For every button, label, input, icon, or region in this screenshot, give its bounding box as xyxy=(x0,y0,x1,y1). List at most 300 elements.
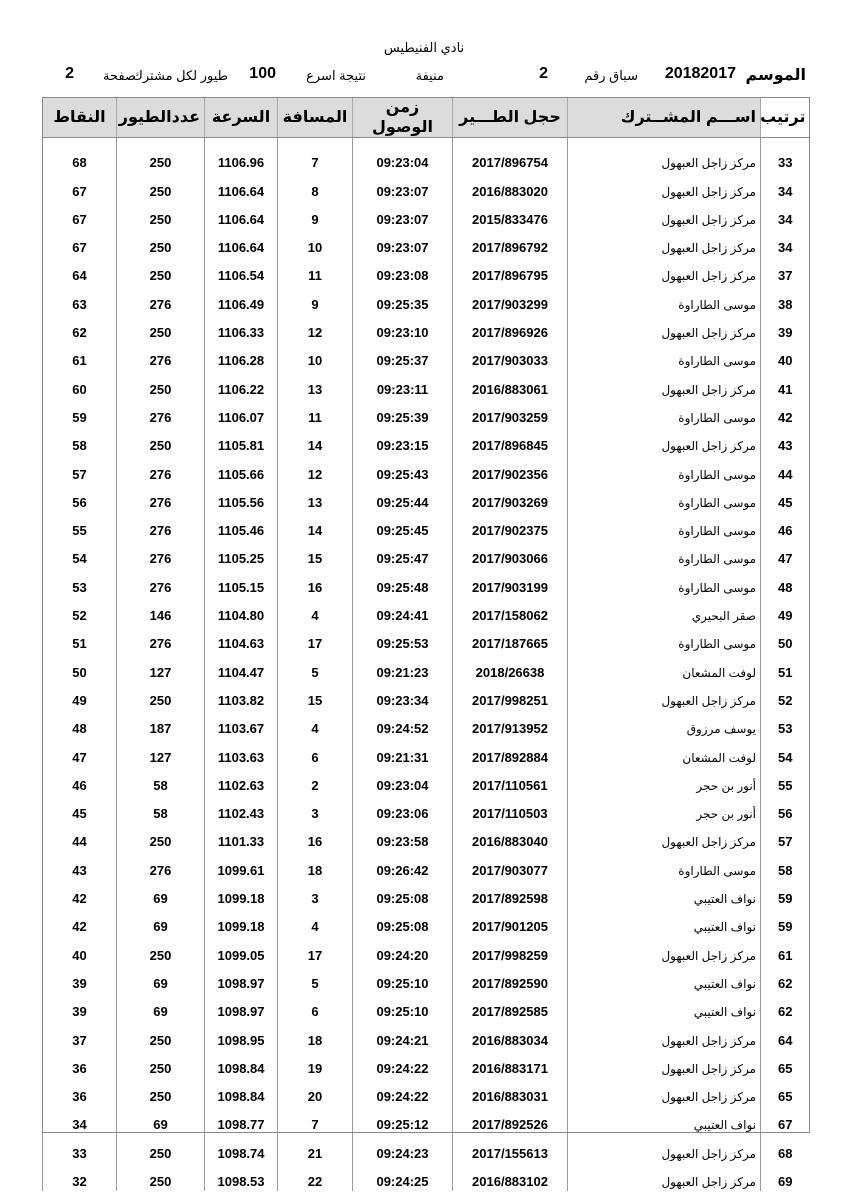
distance-cell: 6 xyxy=(278,993,353,1021)
points-cell: 48 xyxy=(43,710,117,738)
arrival-time-cell: 09:25:35 xyxy=(353,285,453,313)
speed-cell: 1106.22 xyxy=(205,370,278,398)
distance-cell: 17 xyxy=(278,936,353,964)
birds-cell: 276 xyxy=(117,455,205,483)
distance-cell: 3 xyxy=(278,880,353,908)
member-cell: مركز زاجل العبهول xyxy=(568,682,761,710)
ring-cell: 2017/892884 xyxy=(453,738,568,766)
points-cell: 51 xyxy=(43,625,117,653)
points-cell: 64 xyxy=(43,257,117,285)
rank-cell: 69 xyxy=(761,1163,810,1191)
col-header-speed: السرعة xyxy=(205,97,278,138)
table-row xyxy=(43,823,810,851)
rank-cell: 44 xyxy=(761,455,810,483)
rank-cell: 52 xyxy=(761,682,810,710)
member-cell: مركز زاجل العبهول xyxy=(568,201,761,229)
birds-cell: 250 xyxy=(117,1050,205,1078)
ring-cell: 2017/896926 xyxy=(453,314,568,342)
birds-cell: 250 xyxy=(117,1134,205,1162)
speed-cell: 1098.53 xyxy=(205,1163,278,1191)
table-row xyxy=(43,399,810,427)
arrival-time-cell: 09:24:22 xyxy=(353,1078,453,1106)
points-cell: 55 xyxy=(43,512,117,540)
distance-cell: 18 xyxy=(278,851,353,879)
arrival-time-cell: 09:25:10 xyxy=(353,965,453,993)
table-row xyxy=(43,229,810,257)
speed-cell: 1102.63 xyxy=(205,767,278,795)
points-cell: 36 xyxy=(43,1050,117,1078)
ring-cell: 2017/903066 xyxy=(453,540,568,568)
rank-cell: 34 xyxy=(761,172,810,200)
arrival-time-cell: 09:25:08 xyxy=(353,880,453,908)
col-header-member: اســـم المشــترك xyxy=(568,97,761,138)
distance-cell: 20 xyxy=(278,1078,353,1106)
ring-cell: 2017/913952 xyxy=(453,710,568,738)
arrival-time-cell: 09:23:08 xyxy=(353,257,453,285)
birds-cell: 69 xyxy=(117,908,205,936)
speed-cell: 1106.28 xyxy=(205,342,278,370)
distance-cell: 22 xyxy=(278,1163,353,1191)
ring-cell: 2017/155613 xyxy=(453,1134,568,1162)
page-value: 2 xyxy=(65,65,74,82)
member-cell: مركز زاجل العبهول xyxy=(568,1134,761,1162)
table-row xyxy=(43,370,810,398)
member-cell: موسى الطاراوة xyxy=(568,455,761,483)
birds-cell: 276 xyxy=(117,540,205,568)
speed-cell: 1098.84 xyxy=(205,1050,278,1078)
points-cell: 50 xyxy=(43,653,117,681)
points-cell: 67 xyxy=(43,229,117,257)
table-row xyxy=(43,653,810,681)
table-row xyxy=(43,1021,810,1049)
table-row xyxy=(43,257,810,285)
points-cell: 53 xyxy=(43,568,117,596)
rank-cell: 49 xyxy=(761,597,810,625)
speed-cell: 1102.43 xyxy=(205,795,278,823)
birds-cell: 250 xyxy=(117,144,205,172)
ring-cell: 2018/26638 xyxy=(453,653,568,681)
rank-cell: 48 xyxy=(761,568,810,596)
speed-cell: 1104.80 xyxy=(205,597,278,625)
rank-cell: 38 xyxy=(761,285,810,313)
col-header-birds: عددالطيور xyxy=(117,97,205,138)
speed-cell: 1106.96 xyxy=(205,144,278,172)
table-row xyxy=(43,795,810,823)
ring-cell: 2017/110561 xyxy=(453,767,568,795)
ring-cell: 2016/883031 xyxy=(453,1078,568,1106)
speed-cell: 1098.97 xyxy=(205,993,278,1021)
table-row xyxy=(43,540,810,568)
table-row xyxy=(43,427,810,455)
table-row xyxy=(43,285,810,313)
distance-cell: 4 xyxy=(278,710,353,738)
table-row xyxy=(43,1050,810,1078)
birds-cell: 250 xyxy=(117,257,205,285)
arrival-time-cell: 09:24:52 xyxy=(353,710,453,738)
ring-cell: 2017/892526 xyxy=(453,1106,568,1134)
ring-cell: 2017/903299 xyxy=(453,285,568,313)
birds-cell: 250 xyxy=(117,823,205,851)
distance-cell: 9 xyxy=(278,201,353,229)
table-row xyxy=(43,993,810,1021)
ring-cell: 2017/892585 xyxy=(453,993,568,1021)
rank-cell: 45 xyxy=(761,484,810,512)
rank-cell: 64 xyxy=(761,1021,810,1049)
col-header-rank: ترتيب xyxy=(761,97,810,138)
arrival-time-cell: 09:25:43 xyxy=(353,455,453,483)
distance-cell: 4 xyxy=(278,908,353,936)
member-cell: مركز زاجل العبهول xyxy=(568,1021,761,1049)
season-value: 20182017 xyxy=(664,65,736,82)
speed-cell: 1106.64 xyxy=(205,172,278,200)
distance-cell: 7 xyxy=(278,144,353,172)
points-cell: 58 xyxy=(43,427,117,455)
points-cell: 44 xyxy=(43,823,117,851)
arrival-time-cell: 09:25:47 xyxy=(353,540,453,568)
birds-cell: 250 xyxy=(117,201,205,229)
points-cell: 32 xyxy=(43,1163,117,1191)
ring-cell: 2017/902375 xyxy=(453,512,568,540)
member-cell: مركز زاجل العبهول xyxy=(568,257,761,285)
member-cell: مركز زاجل العبهول xyxy=(568,427,761,455)
distance-cell: 16 xyxy=(278,568,353,596)
arrival-time-cell: 09:23:58 xyxy=(353,823,453,851)
distance-cell: 2 xyxy=(278,767,353,795)
arrival-time-cell: 09:25:08 xyxy=(353,908,453,936)
arrival-time-cell: 09:23:04 xyxy=(353,767,453,795)
result-label: نتيجة اسرع xyxy=(306,68,366,83)
member-cell: موسى الطاراوة xyxy=(568,512,761,540)
rank-cell: 40 xyxy=(761,342,810,370)
table-row xyxy=(43,1106,810,1134)
distance-cell: 9 xyxy=(278,285,353,313)
speed-cell: 1098.97 xyxy=(205,965,278,993)
arrival-time-cell: 09:21:31 xyxy=(353,738,453,766)
member-cell: أنور بن حجر xyxy=(568,795,761,823)
rank-cell: 67 xyxy=(761,1106,810,1134)
points-cell: 57 xyxy=(43,455,117,483)
rank-cell: 43 xyxy=(761,427,810,455)
distance-cell: 21 xyxy=(278,1134,353,1162)
ring-cell: 2017/903269 xyxy=(453,484,568,512)
arrival-time-cell: 09:25:12 xyxy=(353,1106,453,1134)
birds-cell: 250 xyxy=(117,427,205,455)
ring-cell: 2017/998259 xyxy=(453,936,568,964)
member-cell: موسى الطاراوة xyxy=(568,851,761,879)
rank-cell: 59 xyxy=(761,880,810,908)
distance-cell: 6 xyxy=(278,738,353,766)
rank-cell: 50 xyxy=(761,625,810,653)
distance-cell: 15 xyxy=(278,682,353,710)
points-cell: 39 xyxy=(43,965,117,993)
table-row xyxy=(43,597,810,625)
member-cell: مركز زاجل العبهول xyxy=(568,936,761,964)
distance-cell: 7 xyxy=(278,1106,353,1134)
ring-cell: 2015/833476 xyxy=(453,201,568,229)
rank-cell: 68 xyxy=(761,1134,810,1162)
member-cell: موسى الطاراوة xyxy=(568,568,761,596)
table-row xyxy=(43,1163,810,1191)
rank-cell: 61 xyxy=(761,936,810,964)
distance-cell: 5 xyxy=(278,965,353,993)
points-cell: 39 xyxy=(43,993,117,1021)
ring-cell: 2017/158062 xyxy=(453,597,568,625)
member-cell: أنور بن حجر xyxy=(568,767,761,795)
season-label: الموسم xyxy=(745,67,806,84)
distance-cell: 14 xyxy=(278,427,353,455)
speed-cell: 1104.47 xyxy=(205,653,278,681)
location: منيفة xyxy=(415,68,444,83)
table-row xyxy=(43,682,810,710)
ring-cell: 2017/896754 xyxy=(453,144,568,172)
distance-cell: 16 xyxy=(278,823,353,851)
speed-cell: 1103.63 xyxy=(205,738,278,766)
speed-cell: 1099.18 xyxy=(205,880,278,908)
member-cell: نواف العتيبي xyxy=(568,965,761,993)
birds-cell: 187 xyxy=(117,710,205,738)
arrival-time-cell: 09:23:07 xyxy=(353,172,453,200)
points-cell: 52 xyxy=(43,597,117,625)
col-header-distance: المسافة xyxy=(278,97,353,138)
birds-cell: 276 xyxy=(117,568,205,596)
table-row xyxy=(43,342,810,370)
per-member-label: طيور لكل مشترك xyxy=(132,68,228,83)
distance-cell: 14 xyxy=(278,512,353,540)
arrival-time-cell: 09:23:11 xyxy=(353,370,453,398)
speed-cell: 1099.18 xyxy=(205,908,278,936)
table-row xyxy=(43,965,810,993)
rank-cell: 39 xyxy=(761,314,810,342)
distance-cell: 19 xyxy=(278,1050,353,1078)
distance-cell: 8 xyxy=(278,172,353,200)
rank-cell: 57 xyxy=(761,823,810,851)
points-cell: 36 xyxy=(43,1078,117,1106)
speed-cell: 1106.49 xyxy=(205,285,278,313)
birds-cell: 276 xyxy=(117,342,205,370)
birds-cell: 146 xyxy=(117,597,205,625)
birds-cell: 250 xyxy=(117,936,205,964)
ring-cell: 2017/903259 xyxy=(453,399,568,427)
points-cell: 42 xyxy=(43,880,117,908)
arrival-time-cell: 09:23:34 xyxy=(353,682,453,710)
ring-cell: 2016/883171 xyxy=(453,1050,568,1078)
rank-cell: 58 xyxy=(761,851,810,879)
table-row xyxy=(43,738,810,766)
points-cell: 59 xyxy=(43,399,117,427)
points-cell: 43 xyxy=(43,851,117,879)
arrival-time-cell: 09:23:15 xyxy=(353,427,453,455)
member-cell: مركز زاجل العبهول xyxy=(568,229,761,257)
member-cell: مركز زاجل العبهول xyxy=(568,314,761,342)
member-cell: موسى الطاراوة xyxy=(568,625,761,653)
table-row xyxy=(43,568,810,596)
distance-cell: 11 xyxy=(278,399,353,427)
speed-cell: 1105.56 xyxy=(205,484,278,512)
distance-cell: 4 xyxy=(278,597,353,625)
ring-cell: 2017/903199 xyxy=(453,568,568,596)
ring-cell: 2017/110503 xyxy=(453,795,568,823)
speed-cell: 1099.05 xyxy=(205,936,278,964)
speed-cell: 1099.61 xyxy=(205,851,278,879)
ring-cell: 2016/883102 xyxy=(453,1163,568,1191)
arrival-time-cell: 09:24:23 xyxy=(353,1134,453,1162)
table-row xyxy=(43,625,810,653)
arrival-time-cell: 09:25:10 xyxy=(353,993,453,1021)
col-header-arrival-time: زمن الوصول xyxy=(353,97,453,138)
birds-cell: 250 xyxy=(117,314,205,342)
arrival-time-cell: 09:23:07 xyxy=(353,229,453,257)
distance-cell: 17 xyxy=(278,625,353,653)
table-header-row xyxy=(43,97,810,138)
rank-cell: 34 xyxy=(761,229,810,257)
points-cell: 45 xyxy=(43,795,117,823)
arrival-time-cell: 09:21:23 xyxy=(353,653,453,681)
rank-cell: 37 xyxy=(761,257,810,285)
table-row xyxy=(43,172,810,200)
arrival-time-cell: 09:24:20 xyxy=(353,936,453,964)
points-cell: 67 xyxy=(43,201,117,229)
ring-cell: 2017/903077 xyxy=(453,851,568,879)
birds-cell: 250 xyxy=(117,229,205,257)
ring-cell: 2017/896845 xyxy=(453,427,568,455)
results-table xyxy=(42,97,810,1191)
speed-cell: 1098.84 xyxy=(205,1078,278,1106)
rank-cell: 56 xyxy=(761,795,810,823)
arrival-time-cell: 09:25:48 xyxy=(353,568,453,596)
speed-cell: 1098.95 xyxy=(205,1021,278,1049)
table-row xyxy=(43,710,810,738)
birds-cell: 276 xyxy=(117,484,205,512)
rank-cell: 51 xyxy=(761,653,810,681)
ring-cell: 2017/187665 xyxy=(453,625,568,653)
ring-cell: 2017/892590 xyxy=(453,965,568,993)
ring-cell: 2017/902356 xyxy=(453,455,568,483)
distance-cell: 3 xyxy=(278,795,353,823)
speed-cell: 1103.67 xyxy=(205,710,278,738)
member-cell: موسى الطاراوة xyxy=(568,342,761,370)
birds-cell: 276 xyxy=(117,625,205,653)
speed-cell: 1106.07 xyxy=(205,399,278,427)
member-cell: صقر البحيري xyxy=(568,597,761,625)
distance-cell: 15 xyxy=(278,540,353,568)
table-row xyxy=(43,936,810,964)
points-cell: 54 xyxy=(43,540,117,568)
member-cell: لوفت المشعان xyxy=(568,738,761,766)
member-cell: مركز زاجل العبهول xyxy=(568,1050,761,1078)
ring-cell: 2017/892598 xyxy=(453,880,568,908)
points-cell: 63 xyxy=(43,285,117,313)
club-name: نادي الفنيطيس xyxy=(383,40,465,55)
race-value: 2 xyxy=(539,65,548,82)
rank-cell: 46 xyxy=(761,512,810,540)
arrival-time-cell: 09:25:45 xyxy=(353,512,453,540)
arrival-time-cell: 09:25:44 xyxy=(353,484,453,512)
table-row xyxy=(43,314,810,342)
arrival-time-cell: 09:23:06 xyxy=(353,795,453,823)
arrival-time-cell: 09:23:07 xyxy=(353,201,453,229)
ring-cell: 2017/903033 xyxy=(453,342,568,370)
birds-cell: 58 xyxy=(117,795,205,823)
speed-cell: 1106.33 xyxy=(205,314,278,342)
member-cell: يوسف مرزوق xyxy=(568,710,761,738)
table-row xyxy=(43,201,810,229)
birds-cell: 250 xyxy=(117,1021,205,1049)
member-cell: موسى الطاراوة xyxy=(568,399,761,427)
distance-cell: 5 xyxy=(278,653,353,681)
page-label: صفحة xyxy=(103,68,136,83)
points-cell: 42 xyxy=(43,908,117,936)
points-cell: 60 xyxy=(43,370,117,398)
speed-cell: 1106.64 xyxy=(205,201,278,229)
rank-cell: 33 xyxy=(761,144,810,172)
speed-cell: 1098.77 xyxy=(205,1106,278,1134)
member-cell: موسى الطاراوة xyxy=(568,285,761,313)
rank-cell: 55 xyxy=(761,767,810,795)
ring-cell: 2017/896795 xyxy=(453,257,568,285)
table-row xyxy=(43,144,810,172)
member-cell: نواف العتيبي xyxy=(568,880,761,908)
speed-cell: 1105.25 xyxy=(205,540,278,568)
speed-cell: 1105.66 xyxy=(205,455,278,483)
arrival-time-cell: 09:25:53 xyxy=(353,625,453,653)
table-row xyxy=(43,908,810,936)
distance-cell: 12 xyxy=(278,455,353,483)
speed-cell: 1105.46 xyxy=(205,512,278,540)
rank-cell: 65 xyxy=(761,1078,810,1106)
distance-cell: 10 xyxy=(278,342,353,370)
table-row xyxy=(43,455,810,483)
ring-cell: 2016/883061 xyxy=(453,370,568,398)
birds-cell: 69 xyxy=(117,880,205,908)
arrival-time-cell: 09:24:22 xyxy=(353,1050,453,1078)
speed-cell: 1101.33 xyxy=(205,823,278,851)
rank-cell: 62 xyxy=(761,993,810,1021)
birds-cell: 69 xyxy=(117,1106,205,1134)
speed-cell: 1103.82 xyxy=(205,682,278,710)
rank-cell: 41 xyxy=(761,370,810,398)
arrival-time-cell: 09:23:10 xyxy=(353,314,453,342)
result-value: 100 xyxy=(249,65,276,82)
member-cell: موسى الطاراوة xyxy=(568,540,761,568)
points-cell: 34 xyxy=(43,1106,117,1134)
ring-cell: 2017/998251 xyxy=(453,682,568,710)
birds-cell: 276 xyxy=(117,512,205,540)
points-cell: 47 xyxy=(43,738,117,766)
member-cell: نواف العتيبي xyxy=(568,993,761,1021)
distance-cell: 18 xyxy=(278,1021,353,1049)
table-row xyxy=(43,1134,810,1162)
arrival-time-cell: 09:23:04 xyxy=(353,144,453,172)
member-cell: موسى الطاراوة xyxy=(568,484,761,512)
birds-cell: 127 xyxy=(117,653,205,681)
ring-cell: 2016/883040 xyxy=(453,823,568,851)
rank-cell: 53 xyxy=(761,710,810,738)
points-cell: 67 xyxy=(43,172,117,200)
ring-cell: 2016/883020 xyxy=(453,172,568,200)
distance-cell: 11 xyxy=(278,257,353,285)
arrival-time-cell: 09:25:37 xyxy=(353,342,453,370)
birds-cell: 58 xyxy=(117,767,205,795)
points-cell: 40 xyxy=(43,936,117,964)
arrival-time-cell: 09:25:39 xyxy=(353,399,453,427)
rank-cell: 47 xyxy=(761,540,810,568)
birds-cell: 276 xyxy=(117,851,205,879)
points-cell: 37 xyxy=(43,1021,117,1049)
distance-cell: 12 xyxy=(278,314,353,342)
birds-cell: 69 xyxy=(117,993,205,1021)
points-cell: 62 xyxy=(43,314,117,342)
distance-cell: 13 xyxy=(278,370,353,398)
